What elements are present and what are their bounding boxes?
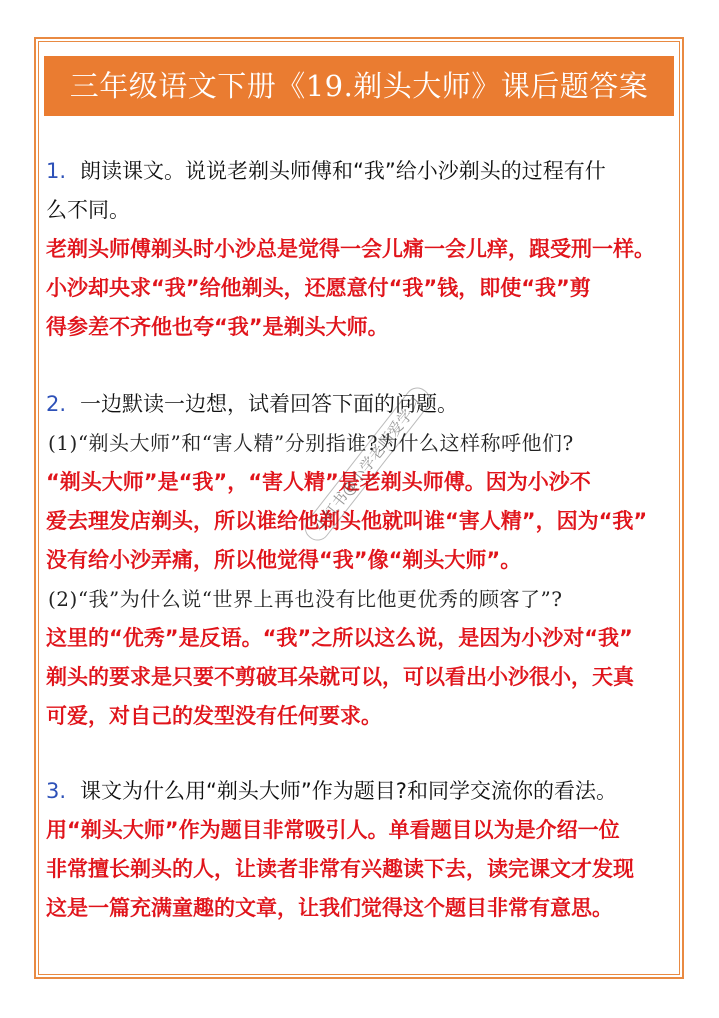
- question-3: [46, 772, 678, 811]
- answer-line: 没有给小沙弄痛，所以他觉得“我”像“剃头大师”。: [46, 548, 522, 572]
- answer-line: 得参差不齐他也夸“我”是剃头大师。: [46, 315, 389, 339]
- answer-line: 剃头的要求是只要不剪破耳朵就可以，可以看出小沙很小，天真: [46, 665, 634, 689]
- page-title: 三年级语文下册《19.剃头大师》课后题答案: [44, 56, 674, 116]
- question-number: 1.: [46, 159, 67, 183]
- answer-line: 爱去理发店剃头，所以谁给他剃头他就叫谁“害人精”，因为“我”: [46, 509, 648, 533]
- watermark-stamp: 小红书@小学老师爱学习: [300, 383, 435, 546]
- answer-line: 可爱，对自己的发型没有任何要求。: [46, 704, 382, 728]
- question-text: 一边默读一边想，试着回答下面的问题。: [80, 392, 459, 416]
- answer-line: 这里的“优秀”是反语。“我”之所以这么说，是因为小沙对“我”: [46, 626, 633, 650]
- answer-line: 老剃头师傅剃头时小沙总是觉得一会儿痛一会儿痒，跟受刑一样。: [46, 237, 655, 261]
- question-2: [46, 385, 678, 424]
- question-text: 课文为什么用“剃头大师”作为题目?和同学交流你的看法。: [80, 779, 617, 803]
- question-number: 3.: [46, 779, 67, 803]
- answer-line: 小沙却央求“我”给他剃头，还愿意付“我”钱，即使“我”剪: [46, 276, 591, 300]
- question-1-continued: 么不同。: [46, 198, 130, 222]
- question-number: 2.: [46, 392, 67, 416]
- answer-line: “剃头大师”是“我”，“害人精”是老剃头师傅。因为小沙不: [46, 470, 591, 494]
- sub-question-1: (1)“剃头大师”和“害人精”分别指谁?为什么这样称呼他们?: [48, 431, 574, 455]
- question-text: 朗读课文。说说老剃头师傅和“我”给小沙剃头的过程有什: [80, 159, 606, 183]
- sub-question-2: (2)“我”为什么说“世界上再也没有比他更优秀的顾客了”?: [48, 587, 563, 611]
- answer-line: 用“剃头大师”作为题目非常吸引人。单看题目以为是介绍一位: [46, 818, 620, 842]
- answer-line: 非常擅长剃头的人，让读者非常有兴趣读下去，读完课文才发现: [46, 857, 634, 881]
- document-body: [46, 152, 678, 928]
- question-1: [46, 152, 678, 191]
- answer-line: 这是一篇充满童趣的文章，让我们觉得这个题目非常有意思。: [46, 896, 613, 920]
